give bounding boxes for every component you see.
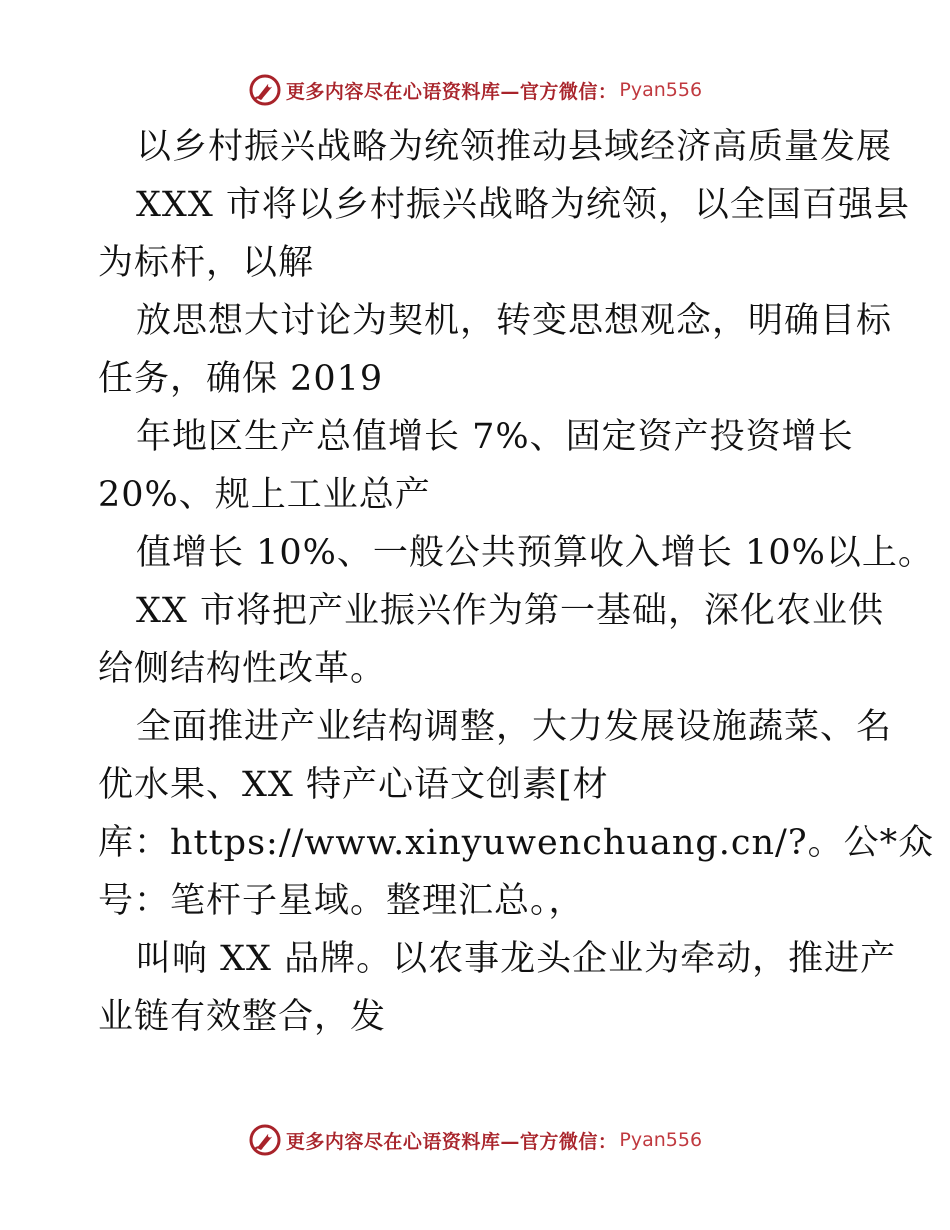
- document-line: 年地区生产总值增长 7%、固定资产投资增长: [136, 417, 854, 457]
- document-line: XX 市将把产业振兴作为第一基础，深化农业供: [136, 591, 884, 631]
- document-line: 放思想大讨论为契机，转变思想观念，明确目标: [136, 301, 893, 341]
- banner-text: 更多内容尽在心语资料库—官方微信：: [285, 1130, 618, 1153]
- document-body: [98, 118, 935, 1046]
- document-line: 20%、规上工业总产: [98, 475, 431, 515]
- banner-wechat-id: Pyan556: [619, 79, 703, 101]
- document-line: 任务，确保 2019: [98, 359, 384, 399]
- footer-watermark-banner: [0, 1120, 950, 1160]
- banner-wechat-id: Pyan556: [619, 1129, 703, 1151]
- document-line: 业链有效整合，发: [98, 997, 387, 1037]
- document-line: 为标杆，以解: [98, 243, 315, 283]
- document-line-title: 以乡村振兴战略为统领推动县域经济高质量发展: [136, 127, 893, 167]
- document-line: 给侧结构性改革。: [98, 649, 387, 689]
- document-line: 号：笔杆子星域。整理汇总。，: [98, 881, 585, 921]
- document-line: 全面推进产业结构调整，大力发展设施蔬菜、名: [136, 707, 893, 747]
- header-watermark-banner: [0, 70, 950, 110]
- document-line: XXX 市将以乡村振兴战略为统领，以全国百强县: [136, 185, 910, 225]
- document-line: 库：https://www.xinyuwenchuang.cn/?。公*众: [98, 823, 935, 863]
- document-line: 优水果、XX 特产心语文创素[材: [98, 765, 609, 805]
- pen-nib-seal-icon: [248, 73, 282, 107]
- pen-nib-seal-icon: [248, 1123, 282, 1157]
- banner-text: 更多内容尽在心语资料库—官方微信：: [285, 80, 618, 103]
- document-line: 叫响 XX 品牌。以农事龙头企业为牵动，推进产: [136, 939, 897, 979]
- document-line: 值增长 10%、一般公共预算收入增长 10%以上。: [136, 533, 934, 573]
